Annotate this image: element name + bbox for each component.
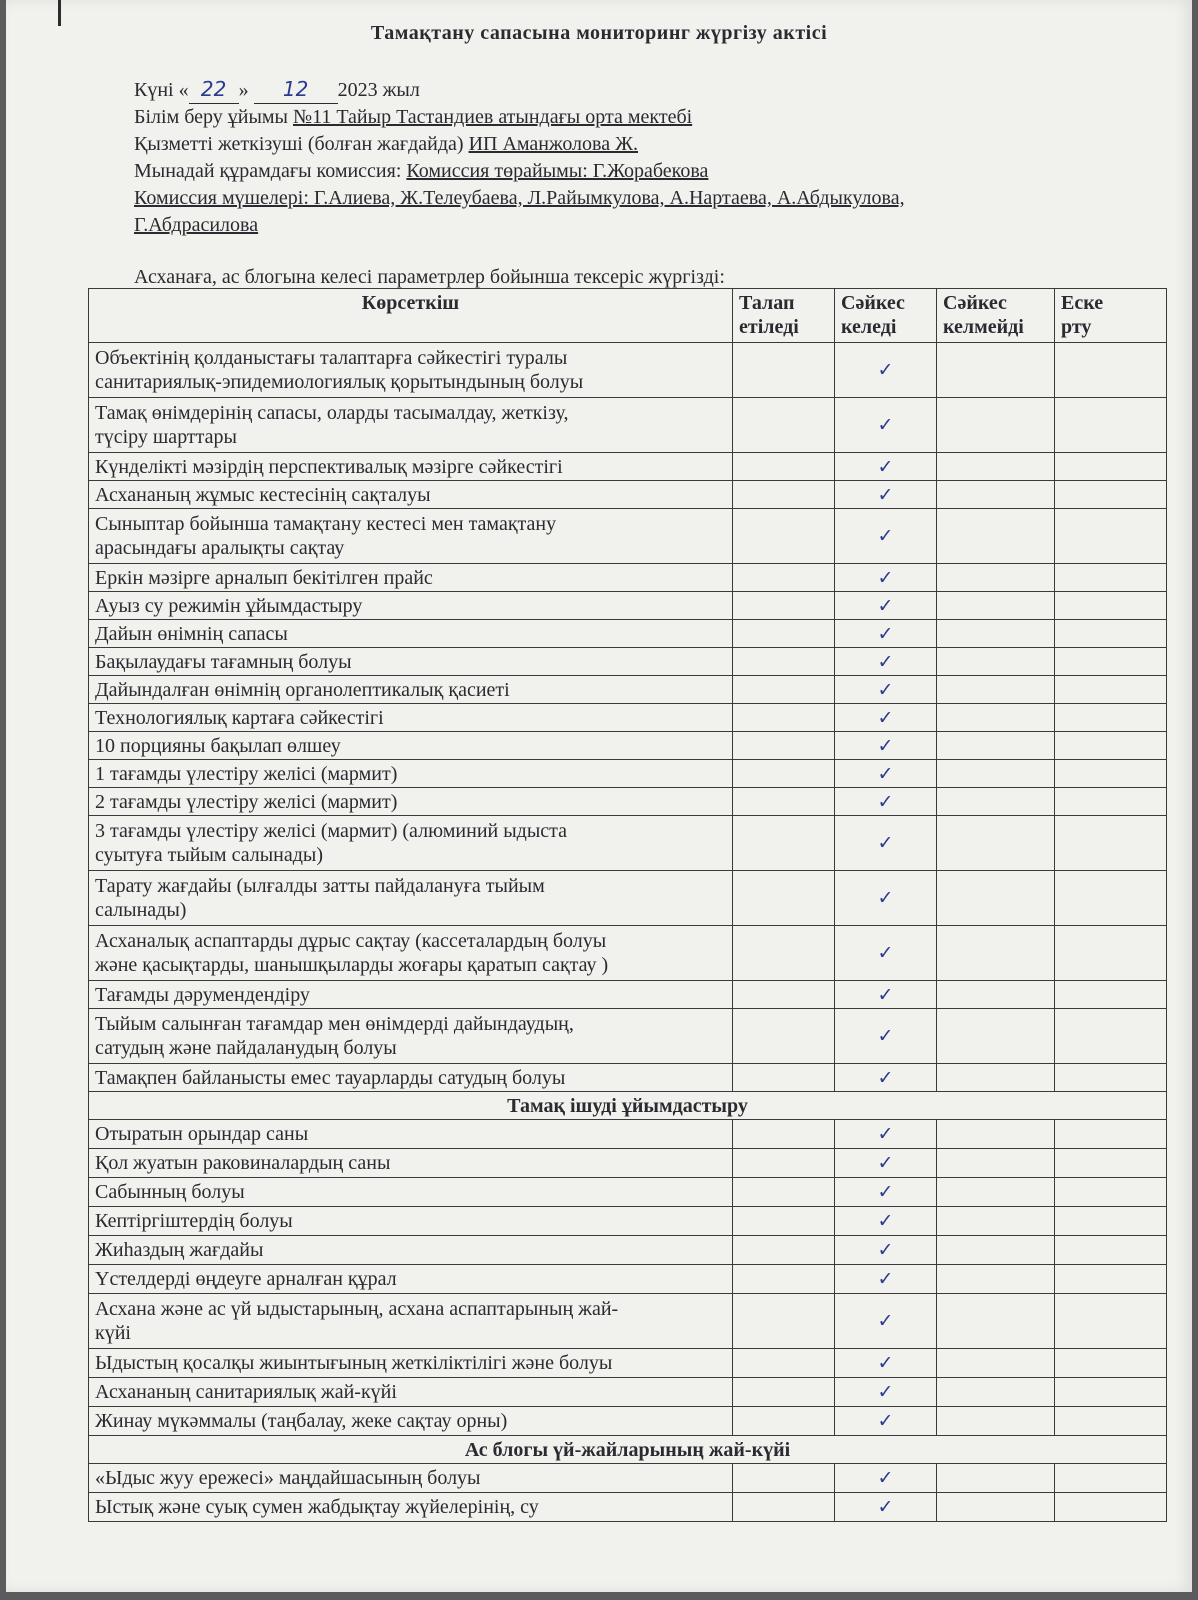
required-cell	[733, 926, 835, 981]
nomatch-cell	[937, 1407, 1055, 1436]
indicator-text: Бақылаудағы тағамның болуы	[95, 650, 352, 673]
nomatch-cell	[937, 981, 1055, 1009]
required-cell	[733, 1378, 835, 1407]
note-cell	[1055, 564, 1167, 592]
indicator-text: Технологиялық картаға сәйкестігі	[95, 706, 384, 729]
match-cell	[835, 1149, 937, 1178]
indicator-text: 2 тағамды үлестіру желісі (мармит)	[95, 790, 398, 813]
indicator-cell	[89, 1207, 733, 1236]
match-cell	[835, 1493, 937, 1522]
table-row	[89, 1294, 1167, 1349]
indicator-text: Ауыз су режимін ұйымдастыру	[95, 594, 363, 617]
indicator-cell	[89, 453, 733, 481]
col-match: Сәйкес келеді	[835, 289, 937, 343]
check-mark-icon: ✓	[877, 734, 894, 757]
indicator-cell	[89, 1294, 733, 1349]
match-cell	[835, 1464, 937, 1493]
required-cell	[733, 592, 835, 620]
nomatch-cell	[937, 648, 1055, 676]
note-cell	[1055, 1265, 1167, 1294]
table-row	[89, 509, 1167, 564]
table-row	[89, 1178, 1167, 1207]
nomatch-cell	[937, 816, 1055, 871]
table-row	[89, 1064, 1167, 1092]
indicator-text: Асхана және ас үй ыдыстарының, асхана аспаптарының жай-	[95, 1298, 619, 1320]
members-line-2: Г.Абдрасилова	[134, 214, 259, 236]
note-cell	[1055, 481, 1167, 509]
match-cell	[835, 1009, 937, 1064]
table-row	[89, 926, 1167, 981]
match-cell	[835, 1378, 937, 1407]
table-row	[89, 1349, 1167, 1378]
nomatch-cell	[937, 926, 1055, 981]
note-cell	[1055, 398, 1167, 453]
note-cell	[1055, 926, 1167, 981]
check-mark-icon: ✓	[877, 1152, 894, 1174]
indicator-cell	[89, 788, 733, 816]
nomatch-cell	[937, 1378, 1055, 1407]
commission-chair: Комиссия төрайымы: Г.Жорабекова	[406, 160, 709, 182]
date-line	[134, 76, 1094, 104]
nomatch-cell	[937, 871, 1055, 926]
indicator-text: Ыстық және суық сумен жабдықтау жүйелерінің, су	[95, 1496, 539, 1518]
match-cell	[835, 648, 937, 676]
indicator-text: 3 тағамды үлестіру желісі (мармит) (алюминий ыдыста	[95, 820, 568, 842]
note-cell	[1055, 1294, 1167, 1349]
check-mark-icon: ✓	[877, 622, 894, 645]
indicator-text: Еркін мәзірге арналып бекітілген прайс	[95, 566, 433, 589]
check-mark-icon: ✓	[877, 359, 894, 381]
indicator-cell	[89, 732, 733, 760]
check-mark-icon: ✓	[877, 942, 894, 964]
table-row	[89, 1009, 1167, 1064]
note-cell	[1055, 732, 1167, 760]
check-mark-icon: ✓	[877, 983, 894, 1006]
check-mark-icon: ✓	[877, 566, 894, 589]
org-line	[134, 104, 1094, 131]
nomatch-cell	[937, 1493, 1055, 1522]
match-cell	[835, 676, 937, 704]
match-cell	[835, 343, 937, 398]
required-cell	[733, 1265, 835, 1294]
table-row	[89, 1493, 1167, 1522]
nomatch-cell	[937, 398, 1055, 453]
note-cell	[1055, 1149, 1167, 1178]
required-cell	[733, 1120, 835, 1149]
match-cell	[835, 592, 937, 620]
check-mark-icon: ✓	[877, 414, 894, 436]
note-cell	[1055, 676, 1167, 704]
supplier-value: ИП Аманжолова Ж.	[468, 133, 639, 155]
indicator-text: Күнделікті мәзірдің перспективалық мәзірге сәйкестігі	[95, 455, 563, 478]
org-value: №11 Тайыр Тастандиев атындағы орта мектебі	[293, 106, 693, 128]
match-cell	[835, 620, 937, 648]
indicator-cell	[89, 648, 733, 676]
nomatch-cell	[937, 1120, 1055, 1149]
indicator-cell	[89, 481, 733, 509]
indicator-text: Кептіргіштердің болуы	[95, 1210, 293, 1232]
note-cell	[1055, 1407, 1167, 1436]
nomatch-cell	[937, 676, 1055, 704]
indicator-text: Сыныптар бойынша тамақтану кестесі мен тамақтану	[95, 513, 557, 535]
indicator-text: арасындағы аралықты сақтау	[95, 537, 345, 559]
match-cell	[835, 926, 937, 981]
match-cell	[835, 1265, 937, 1294]
note-cell	[1055, 509, 1167, 564]
check-mark-icon: ✓	[877, 1467, 894, 1489]
table-row	[89, 564, 1167, 592]
members-line-1: Комиссия мүшелері: Г.Алиева, Ж.Телеубаева, Л.Райымкулова, А.Нартаева, А.Абдыкулова,	[134, 187, 905, 209]
indicator-cell	[89, 1493, 733, 1522]
date-day: 22	[189, 76, 239, 104]
required-cell	[733, 620, 835, 648]
table-row	[89, 1207, 1167, 1236]
indicator-text: суытуға тыйым салынады)	[95, 844, 324, 866]
check-mark-icon: ✓	[877, 1210, 894, 1232]
indicator-cell	[89, 871, 733, 926]
match-cell	[835, 1294, 937, 1349]
required-cell	[733, 788, 835, 816]
required-cell	[733, 1464, 835, 1493]
required-cell	[733, 1009, 835, 1064]
note-cell	[1055, 1178, 1167, 1207]
note-cell	[1055, 1236, 1167, 1265]
nomatch-cell	[937, 1009, 1055, 1064]
col-note: Еске рту	[1055, 289, 1167, 343]
required-cell	[733, 398, 835, 453]
required-cell	[733, 1407, 835, 1436]
note-cell	[1055, 1378, 1167, 1407]
col-indicator: Көрсеткіш	[89, 289, 733, 343]
nomatch-cell	[937, 343, 1055, 398]
nomatch-cell	[937, 1236, 1055, 1265]
table-header-row	[89, 289, 1167, 343]
document-title: Тамақтану сапасына мониторинг жүргізу актісі	[370, 22, 828, 44]
note-cell	[1055, 343, 1167, 398]
indicator-text: Асхананың санитариялық жай-күйі	[95, 1381, 397, 1403]
note-cell	[1055, 453, 1167, 481]
indicator-text: Асхананың жұмыс кестесінің сақталуы	[95, 483, 431, 506]
match-cell	[835, 453, 937, 481]
indicator-text: Асханалық аспаптарды дұрыс сақтау (кассеталардың болуы	[95, 930, 607, 952]
table-row	[89, 1265, 1167, 1294]
commission-label: Мынадай құрамдағы комиссия:	[134, 160, 402, 182]
nomatch-cell	[937, 481, 1055, 509]
check-mark-icon: ✓	[877, 762, 894, 785]
match-cell	[835, 1178, 937, 1207]
table-row	[89, 1464, 1167, 1493]
indicator-cell	[89, 1378, 733, 1407]
required-cell	[733, 760, 835, 788]
match-cell	[835, 509, 937, 564]
check-mark-icon: ✓	[877, 1066, 894, 1089]
indicator-cell	[89, 1064, 733, 1092]
nomatch-cell	[937, 1064, 1055, 1092]
nomatch-cell	[937, 1265, 1055, 1294]
section-title: Тамақ ішуді ұйымдастыру	[89, 1092, 1167, 1120]
date-month: 12	[254, 76, 338, 104]
match-cell	[835, 704, 937, 732]
table-row	[89, 398, 1167, 453]
check-mark-icon: ✓	[877, 455, 894, 478]
indicator-cell	[89, 981, 733, 1009]
required-cell	[733, 453, 835, 481]
indicator-text: Отыратын орындар саны	[95, 1123, 309, 1145]
table-row	[89, 620, 1167, 648]
required-cell	[733, 732, 835, 760]
indicator-text: Дайын өнімнің сапасы	[95, 622, 288, 645]
match-cell	[835, 1207, 937, 1236]
supplier-label: Қызметті жеткізуші (болған жағдайда)	[134, 133, 464, 155]
table-row	[89, 1236, 1167, 1265]
required-cell	[733, 1493, 835, 1522]
indicator-cell	[89, 620, 733, 648]
nomatch-cell	[937, 1294, 1055, 1349]
note-cell	[1055, 1009, 1167, 1064]
nomatch-cell	[937, 760, 1055, 788]
section-row	[89, 1092, 1167, 1120]
check-mark-icon: ✓	[877, 594, 894, 617]
required-cell	[733, 1178, 835, 1207]
table-row	[89, 1149, 1167, 1178]
match-cell	[835, 1064, 937, 1092]
date-mid: »	[238, 79, 249, 101]
match-cell	[835, 1407, 937, 1436]
indicator-text: түсіру шарттары	[95, 426, 237, 448]
match-cell	[835, 1236, 937, 1265]
nomatch-cell	[937, 1464, 1055, 1493]
nomatch-cell	[937, 1178, 1055, 1207]
note-cell	[1055, 816, 1167, 871]
indicator-cell	[89, 704, 733, 732]
check-mark-icon: ✓	[877, 1310, 894, 1332]
note-cell	[1055, 1349, 1167, 1378]
indicator-text: Жинау мүкәммалы (таңбалау, жеке сақтау орны)	[95, 1410, 508, 1432]
required-cell	[733, 1207, 835, 1236]
note-cell	[1055, 871, 1167, 926]
indicator-cell	[89, 343, 733, 398]
indicator-text: Қол жуатын раковиналардың саны	[95, 1152, 391, 1174]
match-cell	[835, 481, 937, 509]
required-cell	[733, 676, 835, 704]
document-header	[134, 76, 1094, 239]
match-cell	[835, 871, 937, 926]
intro-text: Асханаға, ас блогына келесі параметрлер бойынша тексеріс жүргізді:	[134, 266, 725, 288]
table-row	[89, 648, 1167, 676]
note-cell	[1055, 981, 1167, 1009]
indicator-cell	[89, 1407, 733, 1436]
check-mark-icon: ✓	[877, 790, 894, 813]
check-mark-icon: ✓	[877, 832, 894, 854]
table-row	[89, 704, 1167, 732]
nomatch-cell	[937, 453, 1055, 481]
indicator-text: күйі	[95, 1322, 131, 1344]
table-row	[89, 1378, 1167, 1407]
note-cell	[1055, 1064, 1167, 1092]
note-cell	[1055, 1120, 1167, 1149]
check-mark-icon: ✓	[877, 1181, 894, 1203]
indicator-text: Тамақпен байланысты емес тауарларды сатудың болуы	[95, 1066, 566, 1089]
required-cell	[733, 1294, 835, 1349]
indicator-cell	[89, 1149, 733, 1178]
indicator-cell	[89, 926, 733, 981]
table-body	[89, 343, 1167, 1522]
indicator-text: «Ыдыс жуу ережесі» маңдайшасының болуы	[95, 1467, 481, 1489]
match-cell	[835, 1349, 937, 1378]
note-cell	[1055, 620, 1167, 648]
note-cell	[1055, 788, 1167, 816]
indicator-text: 1 тағамды үлестіру желісі (мармит)	[95, 762, 398, 785]
note-cell	[1055, 592, 1167, 620]
table-row	[89, 453, 1167, 481]
match-cell	[835, 398, 937, 453]
indicator-text: Тамақ өнімдерінің сапасы, оларды тасымалдау, жеткізу,	[95, 402, 569, 424]
nomatch-cell	[937, 788, 1055, 816]
indicator-text: санитариялық-эпидемиологиялық қорытындының болуы	[95, 371, 584, 393]
indicator-text: Үстелдерді өңдеуге арналған құрал	[95, 1268, 397, 1290]
check-mark-icon: ✓	[877, 1410, 894, 1432]
indicator-text: Тағамды дәрумендендіру	[95, 983, 310, 1006]
required-cell	[733, 343, 835, 398]
document-page	[6, 0, 1192, 1592]
note-cell	[1055, 1493, 1167, 1522]
indicator-cell	[89, 1349, 733, 1378]
match-cell	[835, 816, 937, 871]
date-year: 2023 жыл	[337, 79, 420, 101]
required-cell	[733, 1236, 835, 1265]
inspection-table	[88, 288, 1167, 1522]
indicator-cell	[89, 1178, 733, 1207]
table-row	[89, 981, 1167, 1009]
indicator-cell	[89, 676, 733, 704]
indicator-cell	[89, 1009, 733, 1064]
indicator-cell	[89, 1236, 733, 1265]
commission-line	[134, 158, 1094, 185]
note-cell	[1055, 704, 1167, 732]
check-mark-icon: ✓	[877, 1268, 894, 1290]
indicator-cell	[89, 816, 733, 871]
check-mark-icon: ✓	[877, 1381, 894, 1403]
required-cell	[733, 648, 835, 676]
check-mark-icon: ✓	[877, 678, 894, 701]
indicator-cell	[89, 1265, 733, 1294]
note-cell	[1055, 648, 1167, 676]
indicator-text: Объектінің қолданыстағы талаптарға сәйкестігі туралы	[95, 347, 568, 369]
required-cell	[733, 981, 835, 1009]
check-mark-icon: ✓	[877, 1239, 894, 1261]
table-row	[89, 481, 1167, 509]
org-label: Білім беру ұйымы	[134, 106, 288, 128]
check-mark-icon: ✓	[877, 706, 894, 729]
nomatch-cell	[937, 1149, 1055, 1178]
required-cell	[733, 704, 835, 732]
check-mark-icon: ✓	[877, 483, 894, 506]
indicator-cell	[89, 1120, 733, 1149]
indicator-text: сатудың және пайдаланудың болуы	[95, 1037, 397, 1059]
nomatch-cell	[937, 1207, 1055, 1236]
nomatch-cell	[937, 704, 1055, 732]
match-cell	[835, 760, 937, 788]
indicator-text: Ыдыстың қосалқы жиынтығының жеткіліктілігі және болуы	[95, 1352, 613, 1374]
date-prefix: Күні «	[134, 79, 189, 101]
check-mark-icon: ✓	[877, 1123, 894, 1145]
table-row	[89, 732, 1167, 760]
required-cell	[733, 1064, 835, 1092]
note-cell	[1055, 1207, 1167, 1236]
indicator-text: және қасықтарды, шанышқыларды жоғары қаратып сақтау )	[95, 954, 609, 976]
nomatch-cell	[937, 1349, 1055, 1378]
match-cell	[835, 564, 937, 592]
nomatch-cell	[937, 620, 1055, 648]
match-cell	[835, 732, 937, 760]
check-mark-icon: ✓	[877, 525, 894, 547]
indicator-cell	[89, 509, 733, 564]
indicator-cell	[89, 564, 733, 592]
check-mark-icon: ✓	[877, 1496, 894, 1518]
table-row	[89, 871, 1167, 926]
col-nomatch: Сәйкес келмейді	[937, 289, 1055, 343]
note-cell	[1055, 760, 1167, 788]
required-cell	[733, 816, 835, 871]
indicator-cell	[89, 398, 733, 453]
required-cell	[733, 564, 835, 592]
required-cell	[733, 509, 835, 564]
required-cell	[733, 1349, 835, 1378]
nomatch-cell	[937, 564, 1055, 592]
table-row	[89, 1120, 1167, 1149]
match-cell	[835, 788, 937, 816]
check-mark-icon: ✓	[877, 650, 894, 673]
table-row	[89, 343, 1167, 398]
match-cell	[835, 981, 937, 1009]
table-row	[89, 816, 1167, 871]
table-row	[89, 788, 1167, 816]
check-mark-icon: ✓	[877, 887, 894, 909]
col-required: Талап етіледі	[733, 289, 835, 343]
note-cell	[1055, 1464, 1167, 1493]
indicator-cell	[89, 1464, 733, 1493]
section-row	[89, 1436, 1167, 1464]
supplier-line	[134, 131, 1094, 158]
indicator-text: Тыйым салынған тағамдар мен өнімдерді дайындаудың,	[95, 1013, 574, 1035]
table-row	[89, 676, 1167, 704]
check-mark-icon: ✓	[877, 1352, 894, 1374]
required-cell	[733, 871, 835, 926]
indicator-text: Сабынның болуы	[95, 1181, 245, 1203]
indicator-text: 10 порцияны бақылап өлшеу	[95, 734, 341, 757]
indicator-text: Жиһаздың жағдайы	[95, 1239, 264, 1261]
section-title: Ас блогы үй-жайларының жай-күйі	[89, 1436, 1167, 1464]
indicator-text: салынады)	[95, 899, 187, 921]
table-row	[89, 760, 1167, 788]
check-mark-icon: ✓	[877, 1025, 894, 1047]
nomatch-cell	[937, 509, 1055, 564]
table-row	[89, 592, 1167, 620]
nomatch-cell	[937, 592, 1055, 620]
indicator-cell	[89, 592, 733, 620]
required-cell	[733, 481, 835, 509]
required-cell	[733, 1149, 835, 1178]
indicator-text: Дайындалған өнімнің органолептикалық қасиеті	[95, 678, 510, 701]
indicator-text: Тарату жағдайы (ылғалды затты пайдалануға тыйым	[95, 875, 545, 897]
nomatch-cell	[937, 732, 1055, 760]
indicator-cell	[89, 760, 733, 788]
match-cell	[835, 1120, 937, 1149]
table-row	[89, 1407, 1167, 1436]
